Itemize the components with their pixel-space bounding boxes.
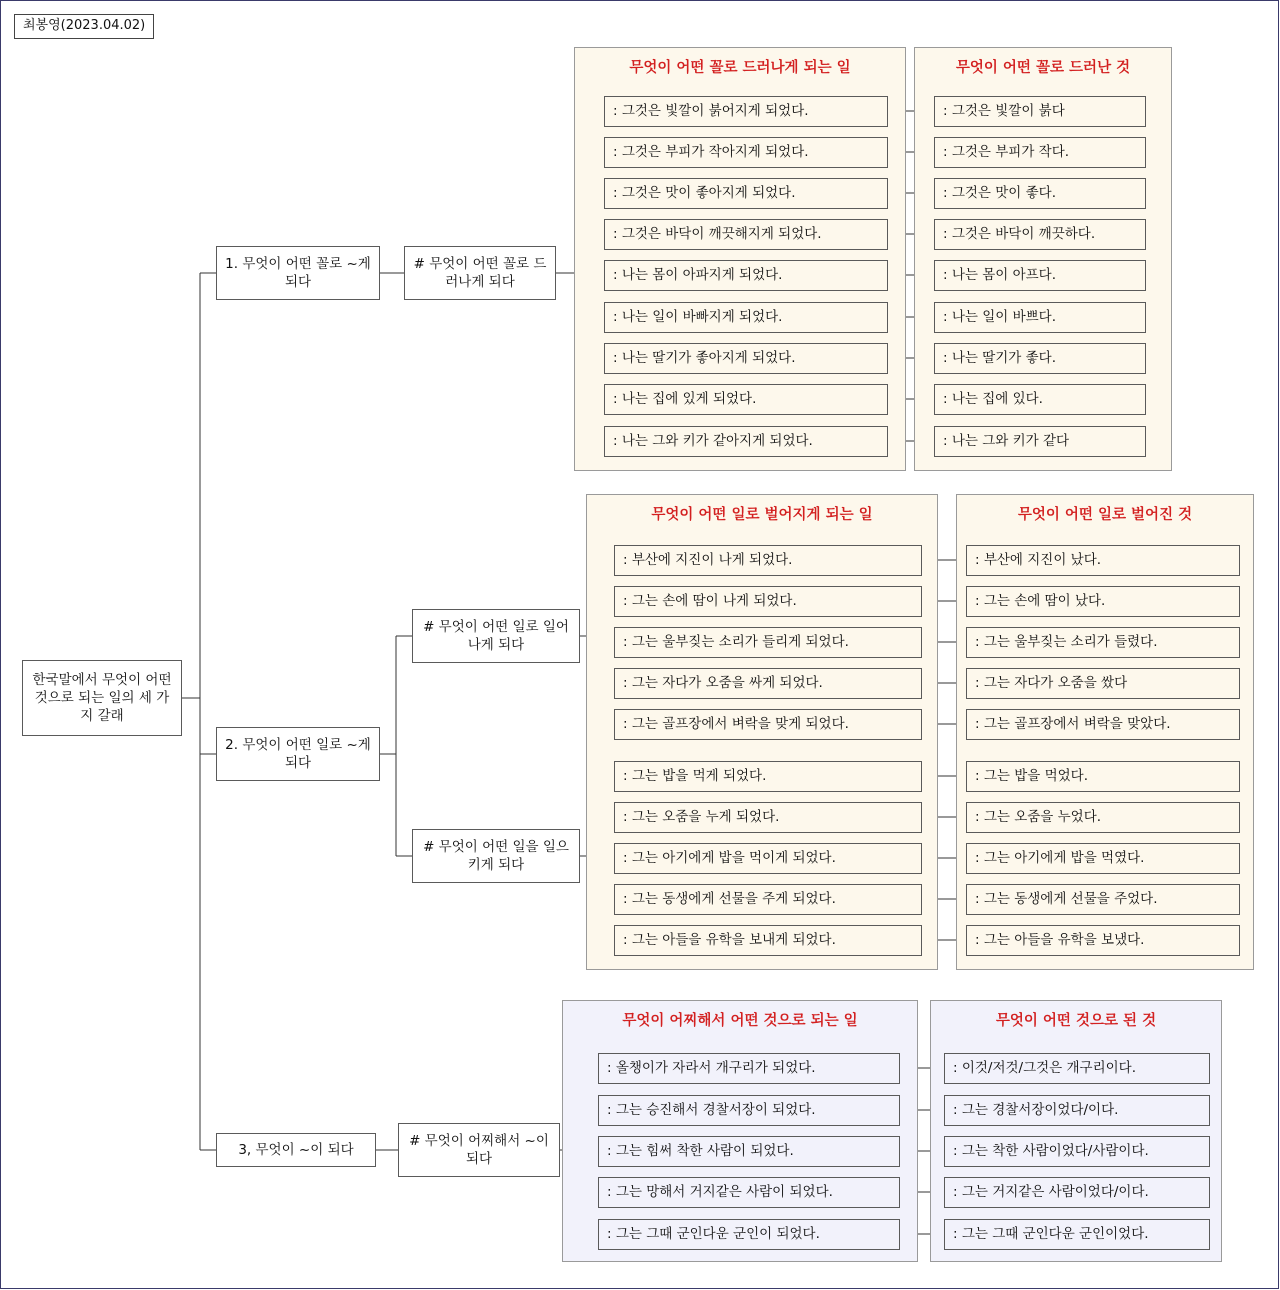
subbranch-node-2[interactable]: # 무엇이 어떤 일로 일어나게 되다 [412,609,580,663]
leaf-process-2a-1[interactable]: : 부산에 지진이 나게 되었다. [614,545,922,576]
group-title-process-2: 무엇이 어떤 일로 벌어지게 되는 일 [651,507,873,523]
leaf-result-2b-4[interactable]: : 그는 동생에게 선물을 주었다. [966,884,1240,915]
leaf-process-2a-4[interactable]: : 그는 자다가 오줌을 싸게 되었다. [614,668,922,699]
leaf-result-1-7[interactable]: : 나는 딸기가 좋다. [934,343,1146,374]
leaf-process-1-2[interactable]: : 그것은 부피가 작아지게 되었다. [604,137,888,168]
leaf-process-1-7[interactable]: : 나는 딸기가 좋아지게 되었다. [604,343,888,374]
leaf-process-3-4[interactable]: : 그는 망해서 거지같은 사람이 되었다. [598,1177,900,1208]
leaf-result-1-5[interactable]: : 나는 몸이 아프다. [934,260,1146,291]
leaf-process-2b-4[interactable]: : 그는 동생에게 선물을 주게 되었다. [614,884,922,915]
leaf-result-1-1[interactable]: : 그것은 빛깔이 붉다 [934,96,1146,127]
branch-node-1[interactable]: 1. 무엇이 어떤 꼴로 ~게 되다 [216,246,380,300]
leaf-process-2a-3[interactable]: : 그는 울부짖는 소리가 들리게 되었다. [614,627,922,658]
leaf-process-3-3[interactable]: : 그는 힘써 착한 사람이 되었다. [598,1136,900,1167]
leaf-result-2a-1[interactable]: : 부산에 지진이 났다. [966,545,1240,576]
author-stamp: 최봉영(2023.04.02) [14,14,154,39]
leaf-result-1-3[interactable]: : 그것은 맛이 좋다. [934,178,1146,209]
leaf-result-1-4[interactable]: : 그것은 바닥이 깨끗하다. [934,219,1146,250]
leaf-process-3-5[interactable]: : 그는 그때 군인다운 군인이 되었다. [598,1219,900,1250]
leaf-result-2a-5[interactable]: : 그는 골프장에서 벼락을 맞았다. [966,709,1240,740]
leaf-process-1-1[interactable]: : 그것은 빛깔이 붉어지게 되었다. [604,96,888,127]
leaf-process-2b-5[interactable]: : 그는 아들을 유학을 보내게 되었다. [614,925,922,956]
leaf-result-3-1[interactable]: : 이것/저것/그것은 개구리이다. [944,1053,1210,1084]
group-title-process-3: 무엇이 어찌해서 어떤 것으로 되는 일 [622,1013,858,1029]
leaf-process-3-2[interactable]: : 그는 승진해서 경찰서장이 되었다. [598,1095,900,1126]
leaf-result-1-9[interactable]: : 나는 그와 키가 같다 [934,426,1146,457]
leaf-result-1-8[interactable]: : 나는 집에 있다. [934,384,1146,415]
leaf-process-2a-2[interactable]: : 그는 손에 땀이 나게 되었다. [614,586,922,617]
leaf-result-3-3[interactable]: : 그는 착한 사람이었다/사람이다. [944,1136,1210,1167]
leaf-process-1-4[interactable]: : 그것은 바닥이 깨끗해지게 되었다. [604,219,888,250]
leaf-result-2b-5[interactable]: : 그는 아들을 유학을 보냈다. [966,925,1240,956]
leaf-process-2b-1[interactable]: : 그는 밥을 먹게 되었다. [614,761,922,792]
subbranch-node-1[interactable]: # 무엇이 어떤 꼴로 드러나게 되다 [404,246,556,300]
leaf-process-1-6[interactable]: : 나는 일이 바빠지게 되었다. [604,302,888,333]
leaf-result-1-6[interactable]: : 나는 일이 바쁘다. [934,302,1146,333]
root-node[interactable]: 한국말에서 무엇이 어떤 것으로 되는 일의 세 가지 갈래 [22,660,182,736]
leaf-result-3-2[interactable]: : 그는 경찰서장이었다/이다. [944,1095,1210,1126]
group-title-result-3: 무엇이 어떤 것으로 된 것 [995,1013,1157,1029]
leaf-result-3-4[interactable]: : 그는 거지같은 사람이었다/이다. [944,1177,1210,1208]
leaf-process-1-9[interactable]: : 나는 그와 키가 같아지게 되었다. [604,426,888,457]
group-title-result-1: 무엇이 어떤 꼴로 드러난 것 [955,60,1131,76]
leaf-result-2b-2[interactable]: : 그는 오줌을 누었다. [966,802,1240,833]
group-title-result-2: 무엇이 어떤 일로 벌어진 것 [1017,507,1193,523]
leaf-process-1-8[interactable]: : 나는 집에 있게 되었다. [604,384,888,415]
leaf-result-2a-4[interactable]: : 그는 자다가 오줌을 쌌다 [966,668,1240,699]
leaf-result-2a-3[interactable]: : 그는 울부짖는 소리가 들렸다. [966,627,1240,658]
leaf-process-2b-3[interactable]: : 그는 아기에게 밥을 먹이게 되었다. [614,843,922,874]
leaf-result-2a-2[interactable]: : 그는 손에 땀이 났다. [966,586,1240,617]
leaf-process-1-5[interactable]: : 나는 몸이 아파지게 되었다. [604,260,888,291]
group-title-process-1: 무엇이 어떤 꼴로 드러나게 되는 일 [629,60,851,76]
leaf-result-2b-3[interactable]: : 그는 아기에게 밥을 먹였다. [966,843,1240,874]
branch-node-3[interactable]: 3, 무엇이 ~이 되다 [216,1133,376,1167]
leaf-result-2b-1[interactable]: : 그는 밥을 먹었다. [966,761,1240,792]
leaf-process-2b-2[interactable]: : 그는 오줌을 누게 되었다. [614,802,922,833]
leaf-process-2a-5[interactable]: : 그는 골프장에서 벼락을 맞게 되었다. [614,709,922,740]
leaf-process-1-3[interactable]: : 그것은 맛이 좋아지게 되었다. [604,178,888,209]
leaf-process-3-1[interactable]: : 올챙이가 자라서 개구리가 되었다. [598,1053,900,1084]
branch-node-2[interactable]: 2. 무엇이 어떤 일로 ~게 되다 [216,727,380,781]
subbranch-node-3[interactable]: # 무엇이 어떤 일을 일으키게 되다 [412,829,580,883]
leaf-result-3-5[interactable]: : 그는 그때 군인다운 군인이었다. [944,1219,1210,1250]
subbranch-node-4[interactable]: # 무엇이 어찌해서 ~이 되다 [398,1123,560,1177]
leaf-result-1-2[interactable]: : 그것은 부피가 작다. [934,137,1146,168]
